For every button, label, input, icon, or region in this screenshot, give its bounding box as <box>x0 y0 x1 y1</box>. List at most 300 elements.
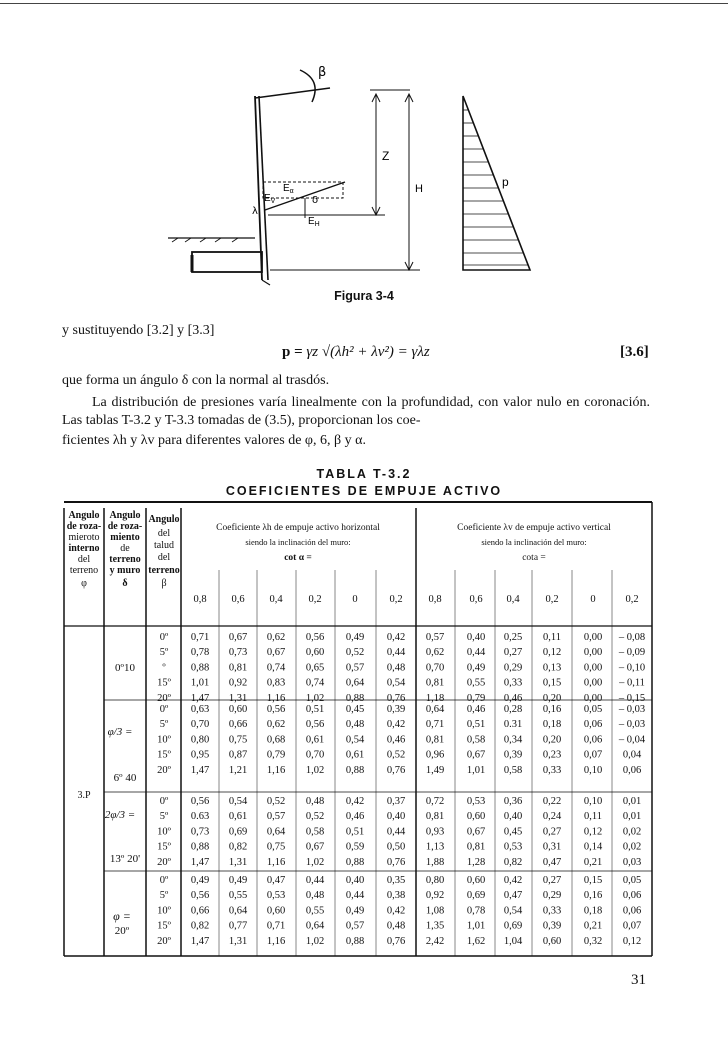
coef-cell: 0,00 <box>583 662 603 674</box>
coef-cell: 0,48 <box>386 662 406 674</box>
header-phi: Angulo <box>68 510 100 521</box>
beta-value: 10º <box>157 826 171 838</box>
cot-h-header: 0,4 <box>269 594 283 605</box>
coef-cell: 0,56 <box>266 704 286 715</box>
coef-cell: 0,16 <box>583 890 603 902</box>
header-group-v-cot: cota = <box>522 553 546 563</box>
coef-cell: 0,18 <box>583 905 603 917</box>
delta-label: δ <box>312 195 319 206</box>
coef-cell: 0,93 <box>425 826 445 838</box>
coef-cell: 0,79 <box>266 749 286 761</box>
coef-cell: 2,42 <box>425 935 445 947</box>
header-phi: interno <box>68 543 100 554</box>
coef-cell: 0,60 <box>266 905 286 917</box>
coef-cell: 0,58 <box>466 734 486 746</box>
coef-cell: 0,44 <box>345 890 365 902</box>
coef-cell: 1,31 <box>228 692 248 704</box>
coef-cell: 0,01 <box>622 796 642 807</box>
page-number: 31 <box>631 972 646 988</box>
coef-cell: 0,28 <box>503 704 523 715</box>
coef-cell: 0,21 <box>583 856 603 868</box>
coef-cell: 1,01 <box>190 677 210 689</box>
beta-value: 10º <box>157 905 171 917</box>
coef-cell: 1,02 <box>305 856 325 868</box>
coef-cell: 0,88 <box>345 935 365 947</box>
coef-cell: – 0,11 <box>619 677 645 689</box>
coef-cell: 0,62 <box>266 632 286 643</box>
coef-cell: 0,31 <box>542 841 562 853</box>
delta-angle-4: 20º <box>114 925 130 937</box>
coef-cell: 0,20 <box>542 734 562 746</box>
header-phi: φ <box>81 578 87 589</box>
coef-cell: 0,83 <box>266 677 286 689</box>
header-delta: terreno <box>109 554 141 565</box>
beta-value: 5º <box>159 811 169 823</box>
coef-cell: 0,67 <box>466 826 486 838</box>
coef-cell: 0,69 <box>228 826 248 838</box>
coef-cell: 1,88 <box>425 856 445 868</box>
coef-cell: 0,60 <box>466 811 486 823</box>
coef-cell: 0,47 <box>503 890 523 902</box>
coef-cell: 0,64 <box>345 677 365 689</box>
equation-number: [3.6] <box>620 344 649 360</box>
coef-cell: 0,71 <box>266 920 286 932</box>
coef-cell: 0,10 <box>583 764 603 776</box>
coef-cell: 0,56 <box>190 890 210 902</box>
coef-cell: 0,88 <box>190 662 210 674</box>
coef-cell: 0,51 <box>345 826 365 838</box>
coef-cell: 0,56 <box>305 632 325 643</box>
coef-cell: 0,10 <box>583 796 603 807</box>
coef-cell: 0,49 <box>466 662 486 674</box>
coef-cell: 1,28 <box>466 856 486 868</box>
coef-cell: 0,92 <box>425 890 445 902</box>
coef-cell: 0,71 <box>425 719 445 731</box>
coef-cell: 0,03 <box>622 856 642 868</box>
coef-cell: 0,54 <box>386 677 406 689</box>
coef-cell: 0,52 <box>345 647 365 659</box>
coef-cell: 0,54 <box>503 905 523 917</box>
cot-v-header: 0,8 <box>428 594 442 605</box>
paragraph-1: La distribución de presiones varía linealmente con la profundidad, con valor nulo en coronación. Las tablas T-3.2 y T-3.3 tomadas de (3.5), proporcionan los coe- <box>62 395 650 428</box>
coef-cell: 0,00 <box>583 692 603 704</box>
coef-cell: 0,47 <box>542 856 562 868</box>
coef-cell: 0,82 <box>190 920 210 932</box>
coef-cell: 0,46 <box>466 704 486 715</box>
coef-cell: 0,95 <box>190 749 210 761</box>
header-beta: talud <box>154 540 174 551</box>
coef-cell: 0,88 <box>345 856 365 868</box>
coef-cell: 0,02 <box>622 841 642 853</box>
coef-cell: 0,78 <box>466 905 486 917</box>
coef-cell: 0,76 <box>386 856 406 868</box>
coef-cell: 0,44 <box>305 875 325 886</box>
pressure-hatching <box>463 110 528 265</box>
coef-cell: 0,80 <box>425 875 445 886</box>
cot-v-header: 0 <box>590 594 596 605</box>
beta-value: 15º <box>157 677 171 689</box>
coef-cell: 0,39 <box>386 704 406 715</box>
coef-cell: 0,42 <box>503 875 523 886</box>
coef-cell: 0,45 <box>503 826 523 838</box>
coef-cell: 1,08 <box>425 905 445 917</box>
beta-value: 20º <box>157 856 171 868</box>
coef-cell: 0,92 <box>228 677 248 689</box>
coef-cell: 0,05 <box>622 875 642 886</box>
coef-cell: 0,06 <box>622 890 642 902</box>
coef-cell: 0,82 <box>503 856 523 868</box>
coef-cell: 1,49 <box>425 764 445 776</box>
z-label: Z <box>382 149 390 163</box>
beta-value: 5º <box>159 719 169 731</box>
coef-cell: 0,58 <box>305 826 325 838</box>
coef-cell: 0,12 <box>622 935 642 947</box>
coef-cell: 0,88 <box>345 692 365 704</box>
coef-cell: 0,81 <box>425 677 445 689</box>
header-delta: Angulo <box>109 510 141 521</box>
coef-cell: – 0,09 <box>618 647 646 659</box>
coef-cell: 1,01 <box>466 920 486 932</box>
coef-cell: 1,16 <box>266 935 286 947</box>
coef-cell: 0,67 <box>266 647 286 659</box>
coef-cell: 0,49 <box>228 875 248 886</box>
eh-label: $E_H$ <box>308 216 320 228</box>
header-phi: mieroto <box>68 532 100 543</box>
coef-cell: 0,06 <box>583 719 603 731</box>
coef-cell: – 0,03 <box>618 704 646 715</box>
cot-h-header: 0,8 <box>193 594 207 605</box>
coef-cell: 0,61 <box>305 734 325 746</box>
cot-v-header: 0,2 <box>545 594 559 605</box>
coef-cell: 0,44 <box>386 826 406 838</box>
coef-cell: 0,39 <box>542 920 562 932</box>
coef-cell: 0,33 <box>503 677 523 689</box>
coef-cell: 0,06 <box>583 734 603 746</box>
coef-cell: 0,07 <box>583 749 603 761</box>
coef-cell: 0,25 <box>503 632 523 643</box>
coef-cell: 1,13 <box>425 841 445 853</box>
coef-cell: 0,40 <box>345 875 365 886</box>
text-line-1: y sustituyendo [3.2] y [3.3] <box>62 323 215 338</box>
coef-cell: 0,48 <box>345 719 365 731</box>
coef-cell: 0,37 <box>386 796 406 807</box>
coef-cell: 0,44 <box>466 647 486 659</box>
coef-cell: 0,05 <box>583 704 603 715</box>
coef-cell: 0,53 <box>466 796 486 807</box>
coef-cell: 0,64 <box>266 826 286 838</box>
figure-caption: Figura 3-4 <box>334 289 394 303</box>
coef-cell: 0,73 <box>190 826 210 838</box>
coef-cell: – 0,10 <box>618 662 646 674</box>
beta-value: 15º <box>157 920 171 932</box>
coef-cell: 0,45 <box>345 704 365 715</box>
delta-angle-3: 13º 20' <box>109 853 141 865</box>
cot-h-header: 0,6 <box>231 594 245 605</box>
coef-cell: 0,52 <box>386 749 406 761</box>
header-group-h: Coeficiente λh de empuje activo horizontal <box>216 523 380 533</box>
coef-cell: 0,42 <box>386 905 406 917</box>
delta-group-3: 2φ/3 = <box>104 809 136 821</box>
coef-cell: 0,53 <box>266 890 286 902</box>
coef-cell: 0,49 <box>345 632 365 643</box>
coef-cell: – 0,04 <box>618 734 646 746</box>
coef-cell: 1,18 <box>425 692 445 704</box>
delta-group-4: φ = <box>113 909 131 923</box>
coef-cell: 0,00 <box>583 677 603 689</box>
cot-h-header: 0,2 <box>308 594 322 605</box>
coef-cell: 0,72 <box>425 796 445 807</box>
coef-cell: 0,51 <box>305 704 325 715</box>
cot-h-header: 0,2 <box>389 594 403 605</box>
coef-cell: 0,81 <box>466 841 486 853</box>
coef-cell: 1,16 <box>266 764 286 776</box>
coef-cell: 1,02 <box>305 692 325 704</box>
coef-cell: 0,39 <box>503 749 523 761</box>
coef-cell: 0,70 <box>425 662 445 674</box>
coef-cell: 0,44 <box>386 647 406 659</box>
coef-cell: 0,06 <box>622 905 642 917</box>
header-phi: de roza- <box>66 521 102 532</box>
coef-cell: 0,68 <box>266 734 286 746</box>
header-beta: del <box>157 552 171 563</box>
coef-cell: 1,62 <box>466 935 486 947</box>
beta-value: 15º <box>157 841 171 853</box>
coef-cell: 0,61 <box>345 749 365 761</box>
lambda-label: λ <box>252 206 258 217</box>
coef-cell: 0,11 <box>543 632 561 643</box>
coef-cell: 0,06 <box>622 764 642 776</box>
coef-cell: 0,40 <box>386 811 406 823</box>
coef-cell: 0,42 <box>386 632 406 643</box>
coef-cell: 1,16 <box>266 692 286 704</box>
coef-cell: 1,21 <box>228 764 248 776</box>
coef-cell: 0,20 <box>542 692 562 704</box>
coef-cell: 0,53 <box>503 841 523 853</box>
coef-cell: 1,35 <box>425 920 445 932</box>
coef-cell: 1,02 <box>305 935 325 947</box>
delta-group-1: 0º10 <box>115 662 135 674</box>
text-line-2: que forma un ángulo δ con la normal al trasdós. <box>62 373 330 388</box>
cot-h-header: 0 <box>352 594 358 605</box>
delta-group-2: φ/3 = <box>107 726 133 738</box>
coef-cell: 0,49 <box>190 875 210 886</box>
beta-value: 5º <box>159 647 169 659</box>
coef-cell: 0,04 <box>622 749 642 761</box>
coef-cell: 0,81 <box>425 734 445 746</box>
cot-v-header: 0,2 <box>625 594 639 605</box>
beta-value: 20º <box>157 692 171 704</box>
coef-cell: 0,07 <box>622 920 642 932</box>
coef-cell: 0,34 <box>503 734 523 746</box>
header-delta: de roza- <box>107 521 143 532</box>
coef-cell: 0,57 <box>345 920 365 932</box>
coef-cell: 0,38 <box>386 890 406 902</box>
coef-cell: 0,22 <box>542 796 562 807</box>
coef-cell: 0,74 <box>305 677 325 689</box>
paragraph-2: ficientes λh y λv para diferentes valores de φ, 6, β y α. <box>62 433 366 448</box>
coef-cell: 0,65 <box>305 662 325 674</box>
coef-cell: 0,69 <box>503 920 523 932</box>
coef-cell: 0,88 <box>190 841 210 853</box>
coef-cell: 1,47 <box>190 935 210 947</box>
coef-cell: 0,78 <box>190 647 210 659</box>
header-beta: del <box>157 528 171 539</box>
beta-value: 0º <box>159 796 169 807</box>
coef-cell: 1,04 <box>503 935 523 947</box>
coef-cell: 0,33 <box>542 764 562 776</box>
coef-cell: 0,36 <box>503 796 523 807</box>
coef-cell: 0,48 <box>386 920 406 932</box>
coef-cell: 0,12 <box>542 647 562 659</box>
coef-cell: – 0,08 <box>618 632 646 643</box>
coef-cell: 0,55 <box>466 677 486 689</box>
coef-cell: 0,81 <box>228 662 248 674</box>
coef-cell: 0,64 <box>305 920 325 932</box>
delta-angle-2: 6º 40 <box>113 772 137 784</box>
coef-cell: 0,47 <box>266 875 286 886</box>
coef-cell: 0.31 <box>503 719 523 731</box>
coef-cell: 0,57 <box>345 662 365 674</box>
coef-cell: 0,33 <box>542 905 562 917</box>
coef-cell: 0,64 <box>228 905 248 917</box>
coef-cell: 0,60 <box>228 704 248 715</box>
header-beta: terreno <box>148 565 180 576</box>
coef-cell: 1,01 <box>466 764 486 776</box>
coef-cell: 0,27 <box>542 826 562 838</box>
coef-cell: 0,15 <box>583 875 603 886</box>
coef-cell: 0,46 <box>345 811 365 823</box>
coef-cell: 1,31 <box>228 935 248 947</box>
coef-cell: 0,66 <box>228 719 248 731</box>
coef-cell: 0,49 <box>345 905 365 917</box>
beta-value: 0º <box>159 632 169 643</box>
coef-cell: 0,50 <box>386 841 406 853</box>
cot-v-header: 0,4 <box>506 594 520 605</box>
coef-cell: 0,51 <box>466 719 486 731</box>
coef-cell: 0,77 <box>228 920 248 932</box>
coef-cell: 0,48 <box>305 890 325 902</box>
coef-cell: 0,42 <box>345 796 365 807</box>
coef-cell: 0,61 <box>228 811 248 823</box>
header-delta: δ <box>122 578 128 589</box>
ev-label: $E_V$ <box>264 193 276 205</box>
header-delta: miento <box>110 532 140 543</box>
coef-cell: 1,31 <box>228 856 248 868</box>
coef-cell: 0,74 <box>266 662 286 674</box>
coef-cell: 0,64 <box>425 704 445 715</box>
coef-cell: – 0,03 <box>618 719 646 731</box>
header-group-h-cot: cot α = <box>284 553 312 563</box>
header-group-v-sub: siendo la inclinación del muro: <box>481 537 587 547</box>
coef-cell: 0,60 <box>542 935 562 947</box>
coef-cell: 0,27 <box>542 875 562 886</box>
coef-cell: 0,52 <box>266 796 286 807</box>
header-delta: y muro <box>109 565 141 576</box>
coef-cell: 0,71 <box>190 632 210 643</box>
coef-cell: 1,47 <box>190 764 210 776</box>
beta-value: 20º <box>157 764 171 776</box>
table-subtitle: COEFICIENTES DE EMPUJE ACTIVO <box>225 484 503 498</box>
coef-cell: 0,55 <box>305 905 325 917</box>
coef-cell: 0,21 <box>583 920 603 932</box>
coef-cell: 0,79 <box>466 692 486 704</box>
coef-cell: 0.63 <box>190 811 210 823</box>
coef-cell: 0,69 <box>466 890 486 902</box>
coefficients-table <box>0 490 728 960</box>
header-delta: de <box>120 543 130 554</box>
coef-cell: 0,76 <box>386 764 406 776</box>
coef-cell: 0,62 <box>425 647 445 659</box>
header-beta: β <box>161 578 167 589</box>
coef-cell: 0,55 <box>228 890 248 902</box>
h-label: H <box>415 183 423 195</box>
coef-cell: – 0,15 <box>618 692 646 704</box>
header-beta: Angulo <box>148 514 180 525</box>
coef-cell: 0,16 <box>542 704 562 715</box>
coef-cell: 0,62 <box>266 719 286 731</box>
table-title: TABLA T-3.2 <box>316 467 412 481</box>
beta-value: 5º <box>159 890 169 902</box>
coef-cell: 0,54 <box>228 796 248 807</box>
coef-cell: 0,00 <box>583 647 603 659</box>
coef-cell: 0,52 <box>305 811 325 823</box>
coef-cell: 0,81 <box>425 811 445 823</box>
coef-cell: 0,15 <box>542 677 562 689</box>
coef-cell: 0,48 <box>305 796 325 807</box>
coef-cell: 0,18 <box>542 719 562 731</box>
coef-cell: 0,63 <box>190 704 210 715</box>
coef-cell: 0,58 <box>503 764 523 776</box>
coef-cell: 0,01 <box>622 811 642 823</box>
coef-cell: 0,70 <box>190 719 210 731</box>
coef-cell: 0,75 <box>266 841 286 853</box>
coef-cell: 0,82 <box>228 841 248 853</box>
coef-cell: 0,67 <box>466 749 486 761</box>
coef-cell: 0,80 <box>190 734 210 746</box>
coef-cell: 0,13 <box>542 662 562 674</box>
coef-cell: 0,40 <box>503 811 523 823</box>
coef-cell: 0,42 <box>386 719 406 731</box>
coef-cell: 0,73 <box>228 647 248 659</box>
coef-cell: 0,24 <box>542 811 562 823</box>
header-phi: terreno <box>69 565 99 576</box>
beta-value: 20º <box>157 935 171 947</box>
coef-cell: 0,60 <box>305 647 325 659</box>
coef-cell: 0,46 <box>503 692 523 704</box>
coef-cell: 0,59 <box>345 841 365 853</box>
coef-cell: 0,35 <box>386 875 406 886</box>
coef-cell: 0,02 <box>622 826 642 838</box>
cot-v-header: 0,6 <box>469 594 483 605</box>
coef-cell: 1,16 <box>266 856 286 868</box>
header-group-h-sub: siendo la inclinación del muro: <box>245 537 351 547</box>
coef-cell: 0,75 <box>228 734 248 746</box>
coef-cell: 0,12 <box>583 826 603 838</box>
coef-cell: 1,47 <box>190 856 210 868</box>
coef-cell: 0,57 <box>425 632 445 643</box>
coef-cell: 0,88 <box>345 764 365 776</box>
beta-value: 15º <box>157 749 171 761</box>
coef-cell: 0,76 <box>386 692 406 704</box>
coef-cell: 0,57 <box>266 811 286 823</box>
phi-value: 3.P <box>77 790 91 801</box>
coef-cell: 0,76 <box>386 935 406 947</box>
coef-cell: 0,46 <box>386 734 406 746</box>
coef-cell: 0,29 <box>542 890 562 902</box>
coef-cell: 0,23 <box>542 749 562 761</box>
coef-cell: 0,56 <box>305 719 325 731</box>
coef-cell: 0,96 <box>425 749 445 761</box>
